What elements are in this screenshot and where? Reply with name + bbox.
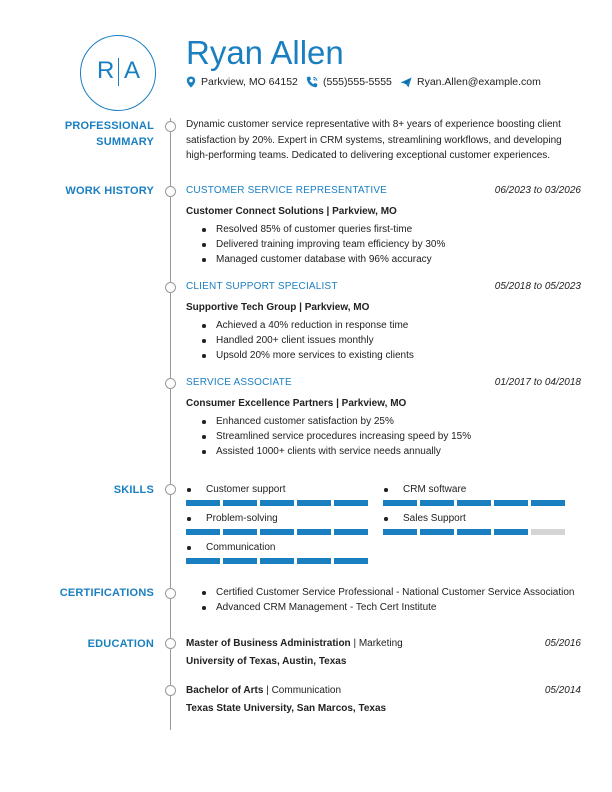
paper-plane-icon bbox=[400, 77, 412, 88]
job-date-separator: to bbox=[533, 185, 543, 196]
job-title: SERVICE ASSOCIATE bbox=[186, 377, 292, 388]
education-date: 05/2016 bbox=[544, 638, 581, 649]
skill-segment-filled bbox=[420, 500, 454, 506]
job-bullet: Achieved a 40% reduction in response time bbox=[216, 318, 414, 333]
job-bullet: Managed customer database with 96% accuracy bbox=[216, 252, 445, 267]
skill-segment-filled bbox=[186, 529, 220, 535]
job-date bbox=[495, 376, 581, 389]
job-date-end: 05/2023 bbox=[544, 281, 581, 292]
skill-segment-filled bbox=[420, 529, 454, 535]
skill-item bbox=[383, 483, 565, 506]
skill-segment-filled bbox=[260, 500, 294, 506]
skill-segment-filled bbox=[494, 529, 528, 535]
skill-rating-bar bbox=[186, 500, 368, 506]
monogram-initial-last: A bbox=[124, 57, 141, 84]
email-text: Ryan.Allen@example.com bbox=[417, 76, 541, 88]
certification-item: Certified Customer Service Professional - National Customer Service Association bbox=[216, 587, 575, 598]
timeline-node-skills bbox=[165, 484, 176, 495]
skill-segment-filled bbox=[186, 500, 220, 506]
job-date-separator: to bbox=[533, 377, 543, 388]
education-degree: Master of Business Administration | Marketing bbox=[186, 638, 403, 649]
skill-item bbox=[186, 541, 368, 564]
education-degree: Bachelor of Arts | Communication bbox=[186, 685, 342, 696]
skill-rating-bar bbox=[383, 500, 565, 506]
skill-segment-filled bbox=[457, 500, 491, 506]
skill-item bbox=[383, 512, 565, 535]
skill-name: Communication bbox=[186, 541, 368, 554]
skill-segment-filled bbox=[297, 529, 331, 535]
job-date bbox=[495, 280, 581, 293]
timeline-node-education-2 bbox=[165, 685, 176, 696]
section-title-summary-line1: PROFESSIONAL bbox=[64, 120, 154, 132]
skill-segment-filled bbox=[260, 529, 294, 535]
degree-name: Bachelor of Arts bbox=[186, 685, 264, 696]
skill-segment-filled bbox=[334, 529, 368, 535]
timeline-node-summary bbox=[165, 121, 176, 132]
degree-name: Master of Business Administration bbox=[186, 638, 351, 649]
phone-text: (555)555-5555 bbox=[323, 76, 392, 88]
skill-segment-filled bbox=[186, 558, 220, 564]
skill-segment-filled bbox=[383, 500, 417, 506]
skill-rating-bar bbox=[186, 558, 368, 564]
skill-item bbox=[186, 512, 368, 535]
timeline-node-work-1 bbox=[165, 186, 176, 197]
degree-field: Communication bbox=[271, 685, 342, 696]
summary-text: Dynamic customer service representative with 8+ years of experience boosting client satisfaction by 20%. Expert in CRM systems, streamlining workflows, and developing high-performing teams. Dedicated to delivering exceptional customer experiences. bbox=[186, 119, 562, 161]
timeline-node-certifications bbox=[165, 588, 176, 599]
job-date-separator: to bbox=[533, 281, 543, 292]
job-bullet: Enhanced customer satisfaction by 25% bbox=[216, 414, 471, 429]
section-title-skills: SKILLS bbox=[113, 484, 154, 496]
candidate-name: Ryan Allen bbox=[186, 34, 344, 71]
skill-segment-filled bbox=[383, 529, 417, 535]
phone-icon bbox=[306, 76, 318, 88]
job-date-end: 03/2026 bbox=[544, 185, 581, 196]
skill-name: Problem-solving bbox=[186, 512, 368, 525]
job-date bbox=[495, 184, 581, 197]
section-title-summary-line2: SUMMARY bbox=[96, 136, 154, 148]
location-text: Parkview, MO 64152 bbox=[201, 76, 298, 88]
job-company: Consumer Excellence Partners | Parkview, MO bbox=[186, 398, 407, 409]
section-title-certifications: CERTIFICATIONS bbox=[59, 587, 154, 599]
job-bullet: Assisted 1000+ clients with service needs annually bbox=[216, 444, 471, 459]
job-bullet: Upsold 20% more services to existing clients bbox=[216, 350, 414, 361]
skill-segment-filled bbox=[457, 529, 491, 535]
timeline-node-work-3 bbox=[165, 378, 176, 389]
section-title-summary bbox=[65, 118, 154, 150]
map-pin-icon bbox=[186, 76, 196, 88]
skill-name: CRM software bbox=[383, 483, 565, 496]
monogram-divider bbox=[118, 58, 119, 86]
skill-rating-bar bbox=[186, 529, 368, 535]
skill-segment-filled bbox=[334, 558, 368, 564]
section-title-education: EDUCATION bbox=[87, 638, 154, 650]
job-bullet-list bbox=[216, 414, 471, 459]
certification-list bbox=[216, 585, 574, 615]
job-bullet-list bbox=[216, 318, 414, 363]
degree-field: Marketing bbox=[358, 638, 403, 649]
skill-segment-filled bbox=[297, 558, 331, 564]
monogram-initial-first: R bbox=[97, 57, 115, 84]
job-company: Supportive Tech Group | Parkview, MO bbox=[186, 302, 370, 313]
skill-segment-filled bbox=[531, 500, 565, 506]
timeline-node-work-2 bbox=[165, 282, 176, 293]
skill-name: Customer support bbox=[186, 483, 368, 496]
skill-segment-filled bbox=[297, 500, 331, 506]
job-date-start: 01/2017 bbox=[494, 377, 531, 388]
job-title: CUSTOMER SERVICE REPRESENTATIVE bbox=[186, 185, 388, 196]
job-title: CLIENT SUPPORT SPECIALIST bbox=[186, 281, 338, 292]
education-school: University of Texas, Austin, Texas bbox=[186, 656, 347, 667]
job-company: Customer Connect Solutions | Parkview, MO bbox=[186, 206, 397, 217]
job-bullet-list bbox=[216, 222, 445, 267]
education-date: 05/2014 bbox=[544, 685, 581, 696]
job-date-start: 05/2018 bbox=[494, 281, 531, 292]
skill-segment-filled bbox=[223, 558, 257, 564]
education-school: Texas State University, San Marcos, Texas bbox=[186, 703, 387, 714]
contact-email bbox=[400, 75, 541, 89]
skill-rating-bar bbox=[383, 529, 565, 535]
skill-segment-filled bbox=[260, 558, 294, 564]
job-date-start: 06/2023 bbox=[494, 185, 531, 196]
skill-segment-filled bbox=[494, 500, 528, 506]
job-bullet: Delivered training improving team efficiency by 30% bbox=[216, 239, 446, 250]
contact-phone bbox=[306, 75, 392, 89]
skill-segment-filled bbox=[334, 500, 368, 506]
skill-segment-filled bbox=[223, 529, 257, 535]
skill-name: Sales Support bbox=[383, 512, 565, 525]
certification-item: Advanced CRM Management - Tech Cert Institute bbox=[216, 600, 574, 615]
job-date-end: 04/2018 bbox=[544, 377, 581, 388]
job-bullet: Streamlined service procedures increasing speed by 15% bbox=[216, 431, 472, 442]
timeline-node-education-1 bbox=[165, 638, 176, 649]
section-title-work-history: WORK HISTORY bbox=[65, 185, 154, 197]
skill-segment-empty bbox=[531, 529, 565, 535]
skill-segment-filled bbox=[223, 500, 257, 506]
job-bullet: Resolved 85% of customer queries first-time bbox=[216, 222, 445, 237]
skill-item bbox=[186, 483, 368, 506]
monogram bbox=[80, 35, 156, 111]
contact-location bbox=[186, 75, 298, 89]
job-bullet: Handled 200+ client issues monthly bbox=[216, 333, 414, 348]
